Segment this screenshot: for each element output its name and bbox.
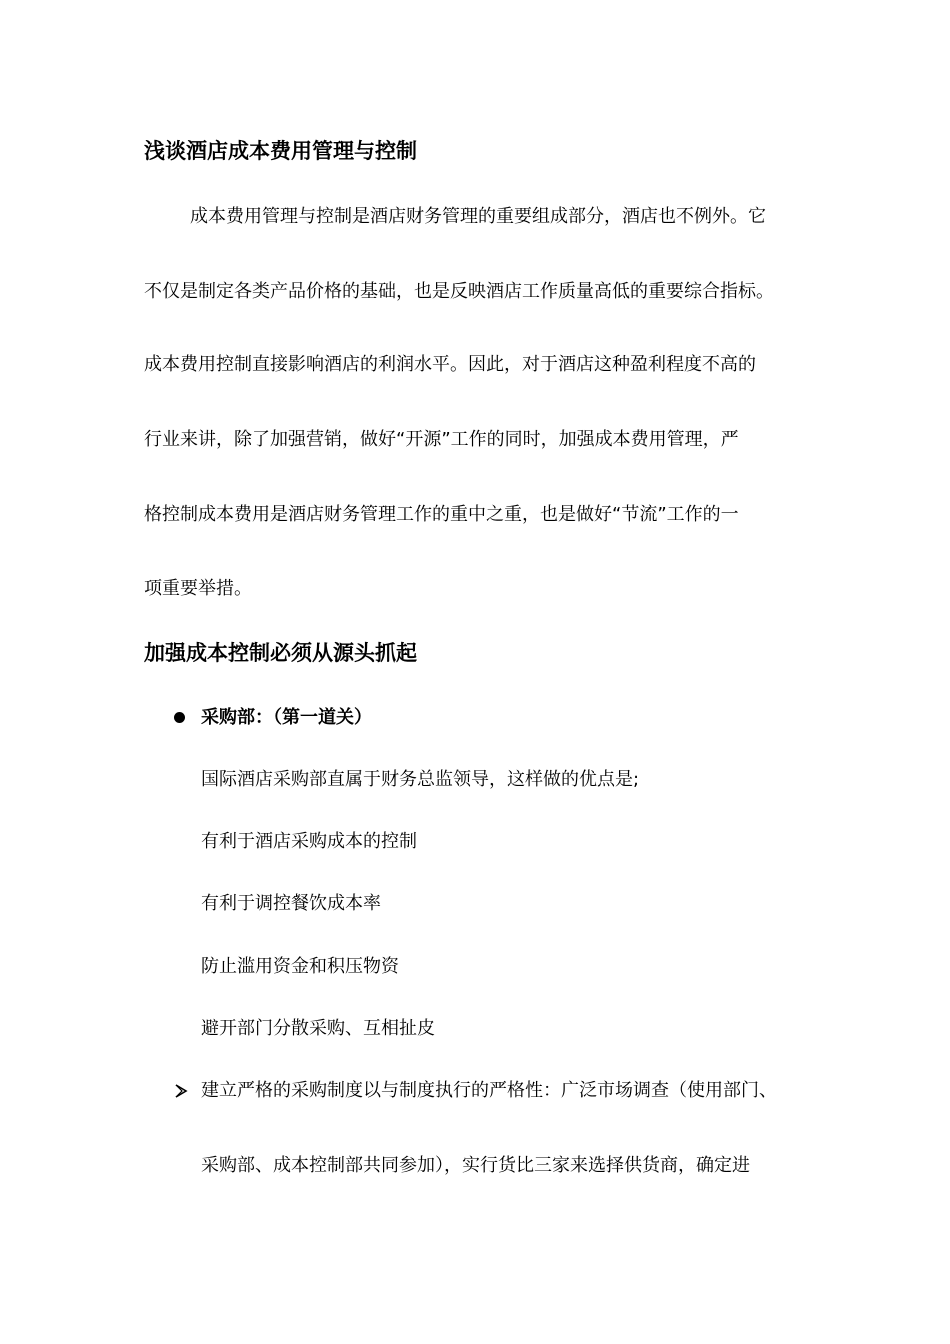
bullet-line-5: 避开部门分散采购、互相扯皮	[201, 1018, 435, 1039]
bullet-dot-icon	[174, 712, 185, 723]
arrow-item-line-1: 建立严格的采购制度以与制度执行的严格性：广泛市场调查（使用部门、	[201, 1080, 777, 1101]
section-heading: 加强成本控制必须从源头抓起	[144, 641, 417, 665]
intro-line-6: 项重要举措。	[144, 578, 252, 599]
intro-line-3: 成本费用控制直接影响酒店的利润水平。因此，对于酒店这种盈利程度不高的	[144, 354, 756, 375]
bullet-line-2: 有利于酒店采购成本的控制	[201, 831, 417, 852]
intro-line-5: 格控制成本费用是酒店财务管理工作的重中之重，也是做好“节流”工作的一	[144, 504, 739, 525]
arrow-bullet-icon	[174, 1084, 188, 1098]
arrow-item-line-2: 采购部、成本控制部共同参加），实行货比三家来选择供货商，确定进	[201, 1155, 750, 1176]
intro-line-2: 不仅是制定各类产品价格的基础，也是反映酒店工作质量高低的重要综合指标。	[144, 281, 774, 302]
bullet-line-1: 国际酒店采购部直属于财务总监领导，这样做的优点是;	[201, 769, 640, 790]
bullet-label: 采购部：（第一道关）	[201, 707, 372, 728]
bullet-line-4: 防止滥用资金和积压物资	[201, 956, 399, 977]
document-title: 浅谈酒店成本费用管理与控制	[144, 139, 417, 163]
bullet-line-3: 有利于调控餐饮成本率	[201, 893, 381, 914]
intro-line-1: 成本费用管理与控制是酒店财务管理的重要组成部分，酒店也不例外。它	[190, 206, 766, 227]
intro-line-4: 行业来讲，除了加强营销，做好“开源”工作的同时，加强成本费用管理，严	[144, 429, 739, 450]
